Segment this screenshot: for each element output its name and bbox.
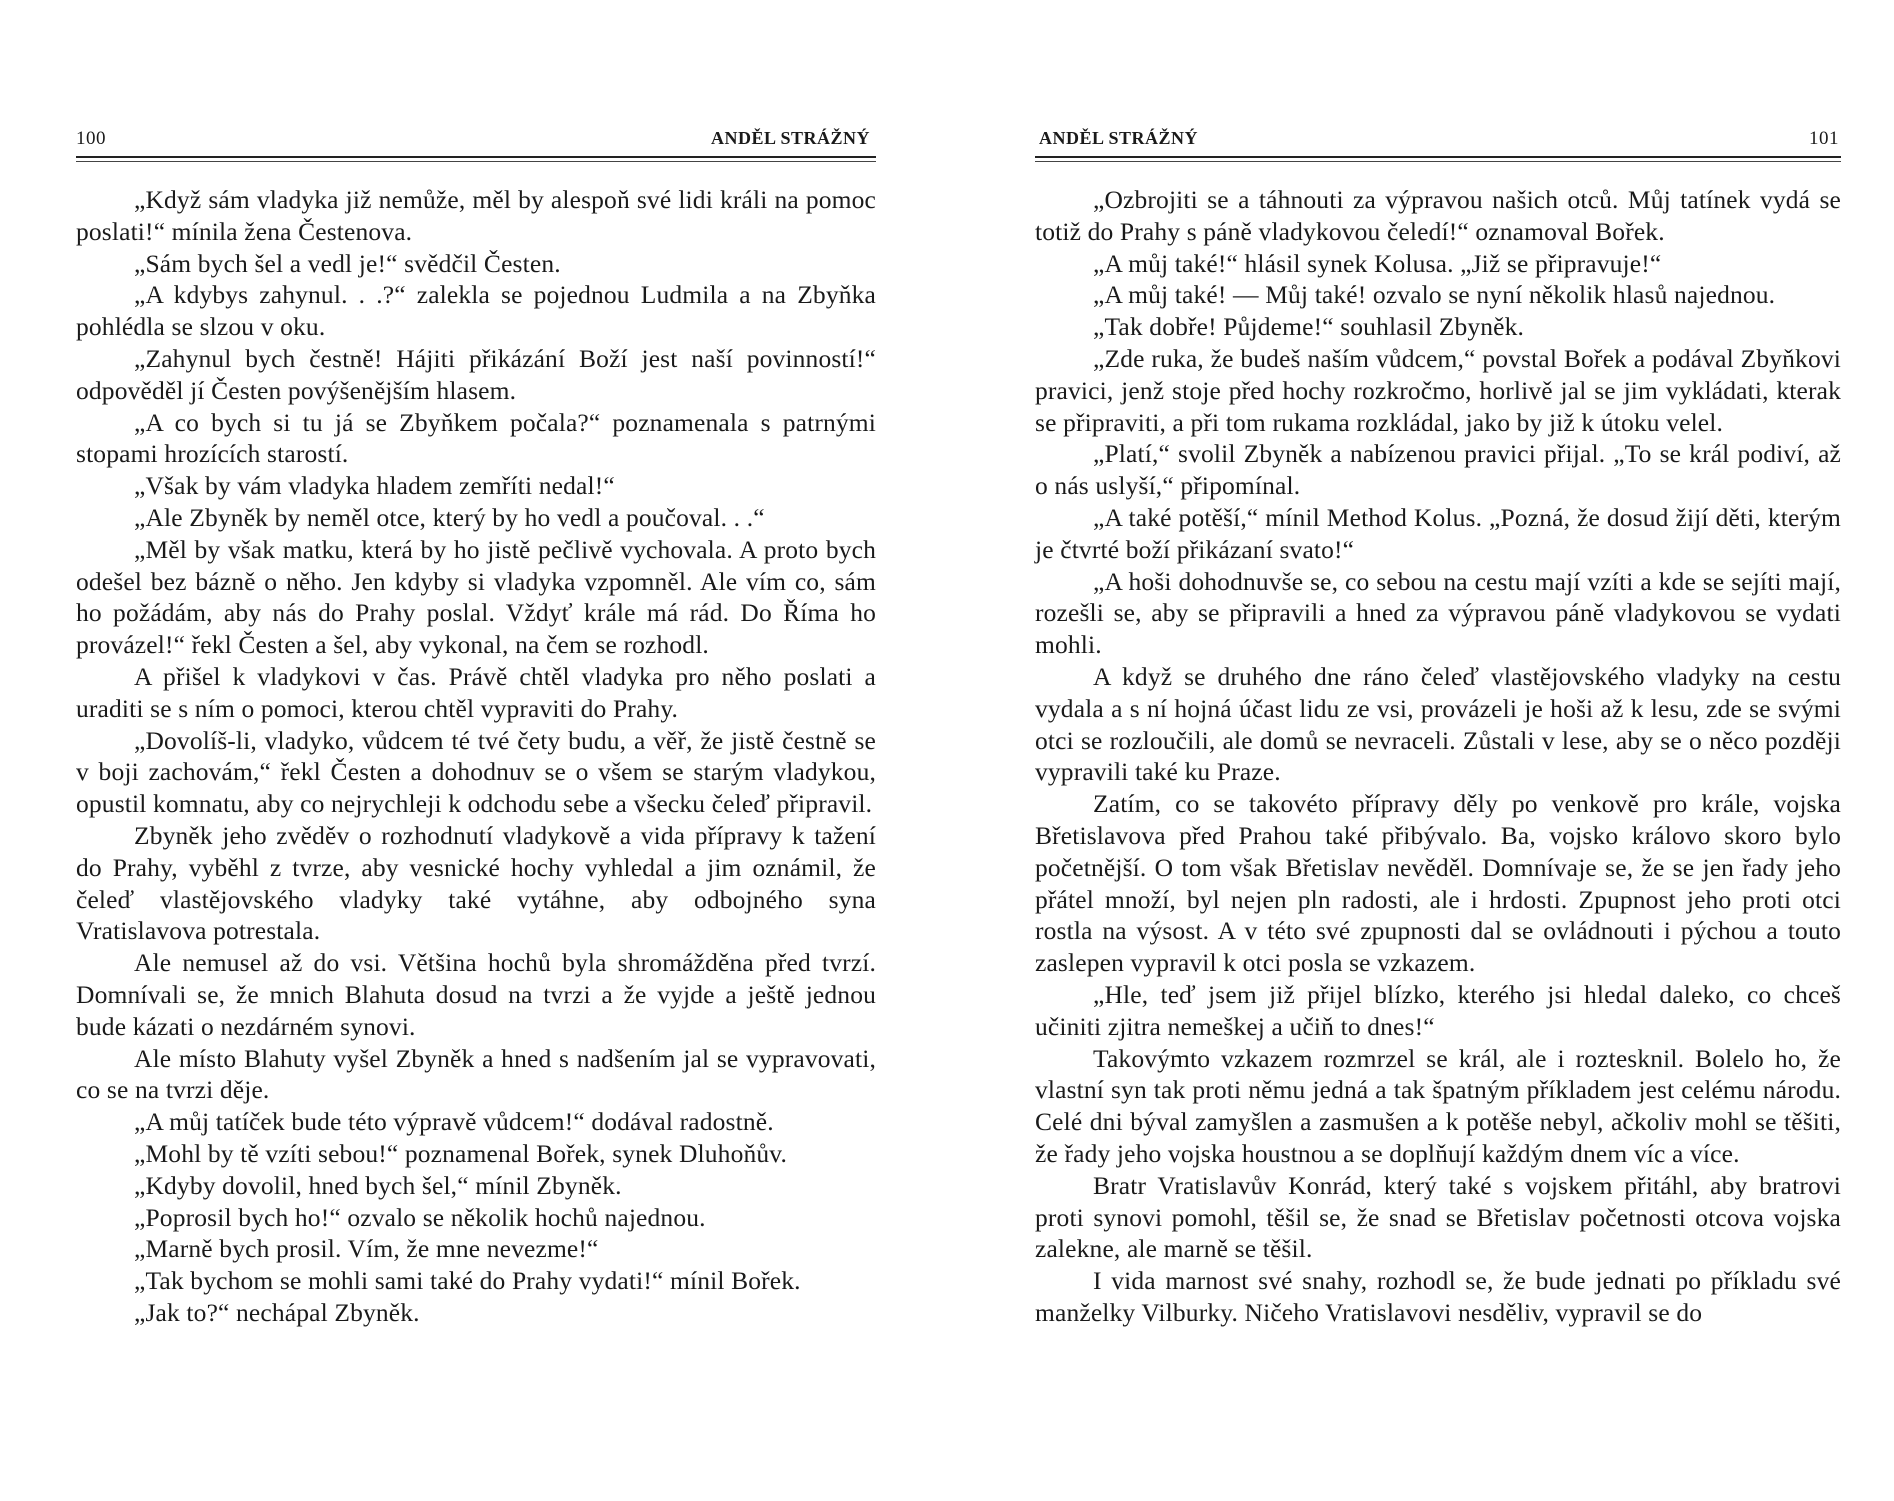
paragraph: Ale místo Blahuty vyšel Zbyněk a hned s nadšením jal se vypravovati, co se na tvrzi děje. bbox=[76, 1043, 876, 1105]
paragraph: „A můj tatíček bude této výpravě vůdcem!“ dodával radostně. bbox=[134, 1107, 774, 1137]
paragraph: „Zahynul bych čestně! Hájiti přikázání Boží jest naší povinností!“ odpověděl jí Česten povýšenějším hlasem. bbox=[76, 343, 876, 405]
paragraph: „A hoši dohodnuvše se, co sebou na cestu mají vzíti a kde se sejíti mají, rozešli se, aby se připravili a hned za výpravou páně vladykovou se vydati mohli. bbox=[1035, 566, 1841, 660]
paragraph: „Ale Zbyněk by neměl otce, který by ho vedl a poučoval. . .“ bbox=[134, 502, 765, 532]
paragraph: I vida marnost své snahy, rozhodl se, že bude jednati po příkladu své manželky Vilburky. Ničeho Vratislavovi nesděliv, vypravil se do bbox=[1035, 1266, 1841, 1327]
paragraph: „Kdyby dovolil, hned bych šel,“ mínil Zbyněk. bbox=[134, 1170, 622, 1200]
paragraph: „Marně bych prosil. Vím, že mne nevezme!“ bbox=[134, 1234, 599, 1264]
paragraph: „Když sám vladyka již nemůže, měl by alespoň své lidi králi na pomoc poslati!“ mínila žena Čestenova. bbox=[76, 185, 876, 246]
paragraph: „A také potěší,“ mínil Method Kolus. „Pozná, že dosud žijí děti, kterým je čtvrté boží přikázaní svato!“ bbox=[1035, 502, 1841, 564]
paragraph: „Tak dobře! Půjdeme!“ souhlasil Zbyněk. bbox=[1093, 312, 1525, 342]
paragraph: „Zde ruka, že budeš naším vůdcem,“ povstal Bořek a podával Zbyňkovi pravici, jenž stoje před hochy rozkročmo, horlivě jal se jim vykládati, kterak se připraviti, a při tom rukama rozkládal, jako by již k útoku velel. bbox=[1035, 343, 1841, 437]
paragraph: „Ozbrojiti se a táhnouti za výpravou našich otců. Můj tatínek vydá se totiž do Prahy s páně vladykovou čeledí!“ oznamoval Bořek. bbox=[1035, 185, 1841, 246]
header-rule-right bbox=[1035, 156, 1841, 158]
right-page bbox=[1035, 128, 1841, 1329]
paragraph: „Platí,“ svolil Zbyněk a nabízenou pravici přijal. „To se král podiví, až o nás uslyší,“ připomínal. bbox=[1035, 439, 1841, 501]
paragraph: „Jak to?“ nechápal Zbyněk. bbox=[134, 1297, 420, 1327]
paragraph: A když se druhého dne ráno čeleď vlastějovského vladyky na cestu vydala a s ní hojná účast lidu ze vsi, provázeli je hoši až k lesu, zde se svými otci se rozloučili, ale domů se nevraceli. Zůstali v lese, aby se o něco později vypravili také ku Praze. bbox=[1035, 661, 1841, 787]
left-page bbox=[76, 128, 876, 1329]
left-page-body bbox=[76, 184, 876, 1329]
running-head-left bbox=[76, 128, 876, 152]
page-number-left: 100 bbox=[76, 128, 106, 149]
running-title-right: ANDĚL STRÁŽNÝ bbox=[1039, 128, 1199, 148]
paragraph: Zbyněk jeho zvěděv o rozhodnutí vladykově a vida přípravy k tažení do Prahy, vyběhl z tvrze, aby vesnické hochy vyhledal a jim oznámil, že čeleď vlastějovského vladyky také vytáhne, aby odbojného syna Vratislavova potrestala. bbox=[76, 820, 876, 946]
paragraph: „Tak bychom se mohli sami také do Prahy vydati!“ mínil Bořek. bbox=[134, 1266, 801, 1296]
paragraph: „Však by vám vladyka hladem zemříti nedal!“ bbox=[134, 471, 615, 501]
paragraph: „Poprosil bych ho!“ ozvalo se několik hochů najednou. bbox=[134, 1202, 706, 1232]
paragraph: „A kdybys zahynul. . .?“ zalekla se pojednou Ludmila a na Zbyňka pohlédla se slzou v oku. bbox=[76, 280, 876, 342]
paragraph: „Mohl by tě vzíti sebou!“ poznamenal Bořek, synek Dluhoňův. bbox=[134, 1138, 788, 1168]
header-rule-left-thin bbox=[76, 161, 876, 162]
paragraph: Bratr Vratislavův Konrád, který také s vojskem přitáhl, aby bratrovi proti synovi pomohl, těšil se, že snad se Břetislav početnosti otcova vojska zalekne, ale marně se těšil. bbox=[1035, 1170, 1841, 1264]
header-rule-left bbox=[76, 156, 876, 158]
paragraph: „Měl by však matku, která by ho jistě pečlivě vychovala. A proto bych odešel bez bázně o něho. Jen kdyby si vladyka vzpomněl. Ale vím co, sám ho požádám, aby nás do Prahy poslal. Vždyť krále má rád. Do Říma ho provázel!“ řekl Česten a šel, aby vykonal, na čem se rozhodl. bbox=[76, 534, 876, 660]
paragraph: „A můj také! — Můj také! ozvalo se nyní několik hlasů najednou. bbox=[1093, 280, 1776, 310]
paragraph: A přišel k vladykovi v čas. Právě chtěl vladyka pro něho poslati a uraditi se s ním o pomoci, kterou chtěl vypraviti do Prahy. bbox=[76, 661, 876, 723]
right-page-body bbox=[1035, 184, 1841, 1329]
paragraph: Zatím, co se takovéto přípravy děly po venkově pro krále, vojska Břetislavova před Prahou také přibývalo. Ba, vojsko královo skoro bylo početnější. O tom však Břetislav nevěděl. Domnívaje se, že se jen řady jeho přátel množí, byl nejen pln radosti, ale i hrdosti. Zpupnost jeho proti otci rostla na výsost. A v této své zpupnosti dal se ovládnouti i pýchou a touto zaslepen vypravil k otci posla se vzkazem. bbox=[1035, 789, 1841, 978]
page-number-right: 101 bbox=[1809, 128, 1839, 149]
paragraph: „Hle, teď jsem již přijel blízko, kterého jsi hledal daleko, co chceš učiniti zjitra nemeškej a učiň to dnes!“ bbox=[1035, 979, 1841, 1041]
running-head-right bbox=[1035, 128, 1841, 152]
paragraph: „Sám bych šel a vedl je!“ svědčil Česten. bbox=[134, 248, 561, 278]
paragraph: Ale nemusel až do vsi. Většina hochů byla shromážděna před tvrzí. Domnívali se, že mnich Blahuta dosud na tvrzi a že vyjde a ještě jednou bude kázati o nezdárném synovi. bbox=[76, 948, 876, 1041]
running-title-left: ANDĚL STRÁŽNÝ bbox=[710, 128, 870, 148]
header-rule-right-thin bbox=[1035, 161, 1841, 162]
paragraph: „A můj také!“ hlásil synek Kolusa. „Již se připravuje!“ bbox=[1093, 248, 1662, 278]
paragraph: „Dovolíš-li, vladyko, vůdcem té tvé čety budu, a věř, že jistě čestně se v boji zachovám,“ řekl Česten a dohodnuv se o všem se starým vladykou, opustil komnatu, aby co nejrychleji k odchodu sebe a všecku čeleď připravil. bbox=[76, 725, 876, 819]
paragraph: Takovýmto vzkazem rozmrzel se král, ale i roztesknil. Bolelo ho, že vlastní syn tak proti němu jedná a tak špatným příkladem jest celému národu. Celé dni býval zamyšlen a zasmušen a k potěše nebyl, ačkoliv mohl se těšiti, že řady jeho vojska houstnou a se doplňují každým dnem víc a více. bbox=[1035, 1043, 1841, 1168]
paragraph: „A co bych si tu já se Zbyňkem počala?“ poznamenala s patrnými stopami hrozících starostí. bbox=[76, 407, 876, 469]
